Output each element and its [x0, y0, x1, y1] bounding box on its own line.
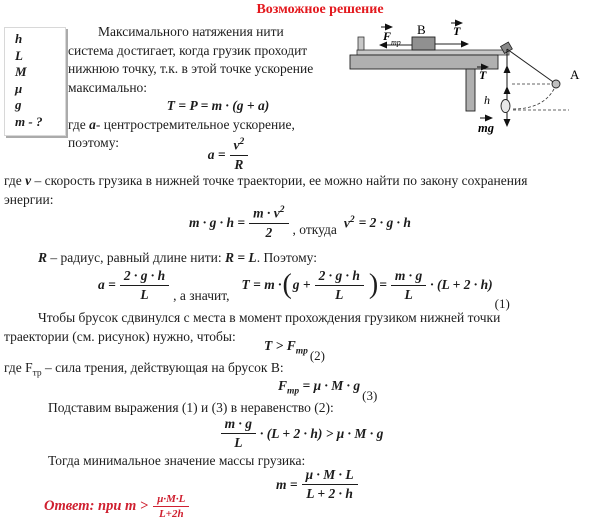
intro-line: система достигает, когда грузик проходит [68, 42, 308, 58]
fraction [249, 205, 288, 241]
formula-friction [278, 378, 378, 403]
equation-number-3: (3) [362, 387, 378, 403]
intro-paragraph [68, 23, 368, 153]
R-equals-L: R = L [224, 250, 257, 265]
dashed-arc-trajectory [513, 89, 554, 109]
denominator: L+2h [158, 508, 184, 520]
intro-where-line [68, 116, 368, 135]
var-a: a [89, 116, 96, 132]
where-word: где [68, 116, 90, 132]
energy-rhs: = 2 · g · h [358, 214, 411, 230]
numerator: μ·M·L [153, 493, 189, 507]
board [357, 50, 509, 55]
block-B [412, 37, 435, 50]
velocity-rest: – скорость грузика в нижней точке траектории, ее можно найти по закону сохранения [31, 173, 528, 188]
fraction [302, 467, 358, 502]
denominator: L [404, 286, 413, 302]
physics-diagram [345, 14, 600, 145]
a-lhs: a = [98, 277, 116, 292]
given-item-find-m: m - ? [15, 113, 43, 129]
numerator: $v^2$ [230, 137, 249, 156]
intro-line: нижнюю точку, т.к. в этой точке ускорение [68, 61, 314, 76]
velocity-line2: энергии: [4, 191, 54, 207]
aznachit-word: , а значит, [173, 288, 230, 303]
mass-lhs: m = [276, 476, 298, 492]
given-item-mu: μ [15, 80, 23, 96]
formula-mass [276, 467, 362, 502]
bob-at-bottom [501, 100, 510, 113]
numerator: m · g [221, 416, 256, 434]
fraction [120, 268, 169, 303]
fraction [391, 268, 426, 303]
substitute-paragraph: Подставим выражения (1) и (3) в неравенство (2): [48, 400, 334, 415]
given-item-M: M [15, 64, 27, 79]
fraction [221, 416, 256, 451]
otkuda-word: , откуда [292, 221, 337, 237]
friction-force: $F_{тр} = \mu \cdot M \cdot g$ [278, 378, 361, 397]
energy-lhs: m · g · h = [189, 214, 246, 230]
radius-text: – радиус, равный длине нити: [47, 250, 225, 265]
friction-sub: тр [32, 368, 42, 379]
denominator: L [140, 286, 149, 302]
where-rest: - центростремительное ускорение, [95, 116, 295, 132]
formula-tension-basic: T = P = m · (g + a) [166, 98, 270, 113]
equation-number-1: (1) [494, 296, 510, 311]
label-F: F [383, 29, 392, 43]
numerator: 2 · g · h [315, 268, 364, 286]
page-title: Возможное решение [256, 2, 384, 17]
label-h: h [484, 93, 490, 107]
table-top [350, 55, 498, 69]
T-greater-F: $T > F_{тр}$ [264, 338, 308, 357]
intro-line: максимально: [68, 79, 148, 95]
denominator: L + 2 · h [306, 486, 353, 501]
friction-rest: – сила трения, действующая на брусок B: [41, 360, 284, 375]
var-R: R [38, 250, 48, 265]
equals-sign: = [379, 277, 387, 292]
formula-centripetal-accel [130, 137, 330, 173]
fraction [230, 137, 249, 173]
friction-paragraph [4, 359, 284, 383]
tension-tail: · (L + 2 · h) [430, 277, 493, 292]
numerator: $m \cdot v^2$ [249, 205, 288, 224]
min-mass-paragraph: Тогда минимальное значение массы грузика: [48, 453, 306, 468]
label-B: B [417, 22, 426, 37]
numerator: 2 · g · h [120, 268, 169, 286]
denominator: L [335, 286, 344, 302]
numerator: m · g [391, 268, 426, 286]
condition-line: Чтобы брусок сдвинулся с места в момент прохождения грузиком нижней точки [38, 310, 501, 325]
equation-number-2: (2) [309, 347, 326, 363]
poetomu-line: поэтому: [68, 135, 120, 150]
given-quantities-box [4, 27, 66, 136]
g-plus: g + [292, 277, 311, 292]
T-lhs: T = m · [241, 277, 282, 292]
denominator: L [234, 435, 243, 450]
denominator: 2 [265, 224, 273, 240]
answer-line [44, 493, 193, 520]
radius-rest: . Поэтому: [256, 250, 317, 265]
label-mg: mg [478, 121, 494, 135]
given-item-L: L [15, 47, 23, 63]
board-stop [358, 37, 364, 50]
friction-prefix: где F [4, 360, 33, 375]
numerator: μ · M · L [302, 467, 358, 485]
answer-text: Ответ: при m > [44, 498, 149, 514]
formula-inequality [0, 416, 600, 451]
label-T-mid: T [479, 68, 487, 82]
string-to-A [507, 49, 556, 84]
big-paren-open: ( [282, 269, 292, 300]
accel-lhs: a = [207, 146, 226, 162]
label-T-top: T [453, 24, 461, 38]
velocity-line [4, 172, 598, 191]
formula-tension-chain [98, 263, 510, 311]
var-v: v [25, 173, 32, 188]
where-word: где [4, 173, 26, 188]
inequality-tail: · (L + 2 · h) > μ · M · g [260, 425, 384, 441]
given-item-h: h [15, 31, 23, 46]
bob-at-A [552, 80, 560, 88]
condition-line2: траектории (см. рисунок) нужно, чтобы: [4, 328, 236, 344]
given-item-g: g [15, 97, 22, 112]
formula-energy-conservation [0, 205, 600, 241]
v-squared: $v^2$ [343, 214, 355, 230]
label-F-sub: тр [391, 38, 401, 47]
label-A: A [570, 67, 580, 82]
table-leg [466, 69, 475, 111]
big-paren-close: ) [368, 269, 379, 300]
velocity-paragraph [4, 172, 598, 209]
denominator: R [234, 156, 244, 172]
answer-fraction [153, 493, 189, 520]
intro-line: Максимального натяжения нити [98, 24, 284, 39]
formula-condition [264, 338, 326, 363]
fraction [315, 268, 364, 303]
